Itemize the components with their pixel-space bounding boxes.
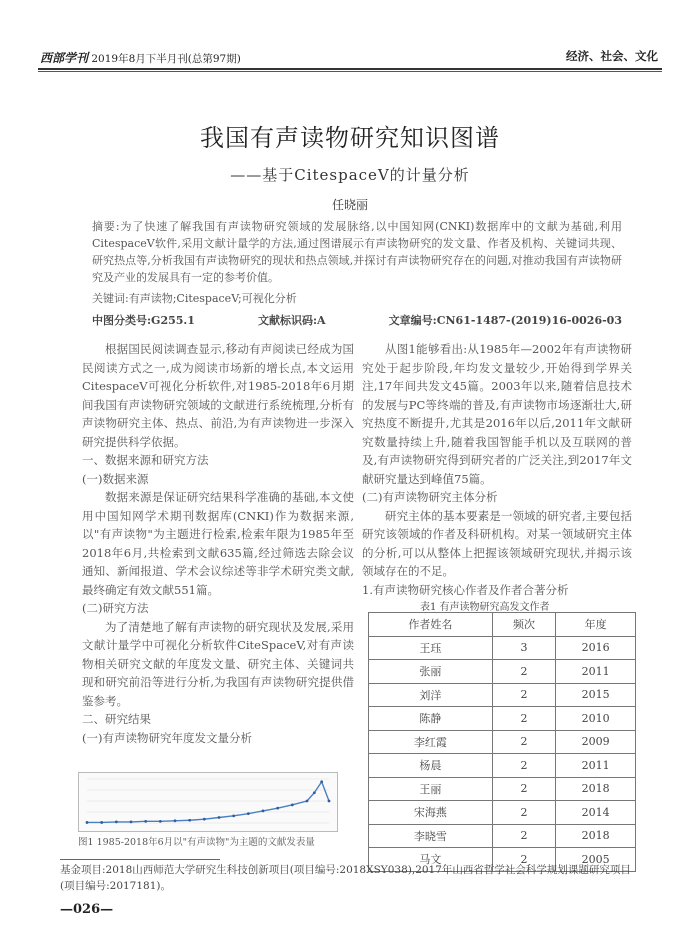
article-number: 文章编号:CN61-1487-(2019)16-0026-03: [388, 314, 622, 327]
paper-title: 我国有声读物研究知识图谱: [200, 124, 500, 152]
table-row: [369, 754, 636, 778]
cell-frequency: 2: [492, 707, 555, 731]
method-paragraph: 为了清楚地了解有声读物的研究现状及发展,采用文献计量学中可视化分析软件CiteSpaceV,对有声读物相关研究文献的年度发文量、研究主体、关键词共现和研究前沿等进行分析,为我国有声读物研究提供借鉴参考。: [82, 619, 354, 708]
footnote-rule: [60, 859, 220, 860]
figure-1-caption: 图1 1985-2018年6月以"有声读物"为主题的文献发表量: [78, 837, 315, 848]
data-point: [86, 821, 89, 824]
journal-name: 西部学刊: [40, 51, 89, 65]
research-subject-paragraph: 研究主体的基本要素是一领域的研究者,主要包括研究该领域的作者及科研机构。对某一领域研究主体的分析,可以从整体上把握该领域研究现状,并揭示该领域存在的不足。: [362, 508, 632, 578]
cell-author: 张丽: [369, 660, 493, 684]
cell-year: 2018: [556, 824, 636, 848]
annual-output-paragraph: 从图1能够看出:从1985年—2002年有声读物研究处于起步阶段,年均发文量较少,开始得到学界关注,17年间共发文45篇。2003年以来,随着信息技术的发展与PC等终端的普及,有声读物市场逐渐壮大,研究热度不断提升,尤其是2016年以后,2011年文献研究数量持续上升,随着我国智能手机以及互联网的普及,有声读物研究得到研究者的广泛关注,到2017年文献研究量达到峰值75篇。: [362, 342, 632, 486]
section-heading-1: 一、数据来源和研究方法: [82, 453, 209, 467]
series-line: [87, 782, 329, 823]
header-year: 年度: [556, 613, 636, 637]
cell-author: 王丽: [369, 777, 493, 801]
cell-frequency: 2: [492, 730, 555, 754]
cell-frequency: 3: [492, 636, 555, 660]
subheading-core-authors: 1.有声读物研究核心作者及作者合著分析: [362, 582, 569, 597]
keywords: 关键词:有声读物;CitespaceV;可视化分析: [92, 292, 297, 305]
table-header-row: [369, 613, 636, 637]
cell-year: 2011: [556, 660, 636, 684]
data-point: [203, 818, 206, 821]
data-point: [320, 780, 323, 783]
subheading-research-subject: (二)有声读物研究主体分析: [362, 490, 498, 504]
cell-author: 李晓雪: [369, 824, 493, 848]
data-point: [262, 810, 265, 813]
cell-author: 李红霞: [369, 730, 493, 754]
author: 任晓丽: [331, 198, 368, 212]
cell-author: 马文: [369, 848, 493, 872]
cell-frequency: 2: [492, 824, 555, 848]
figure-1-chart: [78, 772, 338, 832]
data-point: [174, 819, 177, 822]
table-row: [369, 730, 636, 754]
data-point: [247, 812, 250, 815]
cell-frequency: 2: [492, 660, 555, 684]
cell-frequency: 2: [492, 777, 555, 801]
table-row: [369, 636, 636, 660]
table-row: [369, 660, 636, 684]
cell-frequency: 2: [492, 683, 555, 707]
subheading-method: (二)研究方法: [82, 601, 149, 615]
data-point: [291, 803, 294, 806]
data-point: [130, 821, 133, 824]
cell-author: 王珏: [369, 636, 493, 660]
header-author: 作者姓名: [369, 613, 493, 637]
clc-number: 中图分类号:G255.1: [92, 314, 195, 327]
data-point: [100, 821, 103, 824]
cell-year: 2014: [556, 801, 636, 825]
data-point: [144, 820, 147, 823]
table-row: [369, 683, 636, 707]
table-row: [369, 707, 636, 731]
table-1-caption: 表1 有声读物研究高发文作者: [420, 602, 550, 613]
data-point: [306, 800, 309, 803]
data-point: [218, 816, 221, 819]
subheading-annual-output: (一)有声读物研究年度发文量分析: [82, 730, 252, 745]
data-point: [115, 821, 118, 824]
cell-author: 杨晨: [369, 754, 493, 778]
section-heading-2: 二、研究结果: [82, 712, 151, 726]
table-row: [369, 824, 636, 848]
header-rule: [38, 68, 662, 70]
cell-year: 2018: [556, 777, 636, 801]
data-point: [188, 819, 191, 822]
right-column: [362, 340, 632, 599]
table-row: [369, 801, 636, 825]
data-point: [328, 800, 331, 803]
data-point: [313, 791, 316, 794]
classification-row: [92, 312, 622, 328]
line-chart: [79, 773, 337, 831]
subheading-data-source: (一)数据来源: [82, 471, 149, 486]
cell-year: 2005: [556, 848, 636, 872]
intro-paragraph: 根据国民阅读调查显示,移动有声阅读已经成为国民阅读方式之一,成为阅读市场新的增长点,本文运用CitespaceV可视化分析软件,对1985-2018年6月期间我国有声读物研究领域的文献进行系统梳理,分析有声读物研究主体、热点、前沿,为有声读物进一步深入研究提供科学依据。: [82, 342, 354, 449]
document-code: 文献标识码:A: [257, 314, 326, 327]
table-row: [369, 777, 636, 801]
left-column: [82, 340, 354, 747]
cell-frequency: 2: [492, 754, 555, 778]
cell-author: 陈静: [369, 707, 493, 731]
cell-frequency: 2: [492, 848, 555, 872]
cell-frequency: 2: [492, 801, 555, 825]
header-rule-thin: [38, 71, 662, 72]
cell-author: 刘洋: [369, 683, 493, 707]
paper-subtitle: ——基于CitespaceV的计量分析: [230, 166, 470, 184]
cell-year: 2016: [556, 636, 636, 660]
data-point: [276, 807, 279, 810]
data-source-paragraph: 数据来源是保证研究结果科学准确的基础,本文使用中国知网学术期刊数据库(CNKI)作为数据来源,以"有声读物"为主题进行检索,检索年限为1985年至2018年6月,共检索到文献635篇,经过筛选去除会议通知、新闻报道、学术会议综述等非学术研究类文献,最终确定有效文献551篇。: [82, 490, 354, 597]
journal-header: [40, 49, 241, 66]
page-number: —026—: [60, 902, 114, 917]
data-point: [232, 814, 235, 817]
header-frequency: 频次: [492, 613, 555, 637]
authors-table: [368, 612, 636, 872]
cell-author: 宋海燕: [369, 801, 493, 825]
cell-year: 2010: [556, 707, 636, 731]
abstract: 摘要:为了快速了解我国有声读物研究领域的发展脉络,以中国知网(CNKI)数据库中的文献为基础,利用CitespaceV软件,采用文献计量学的方法,通过图谱展示有声读物研究的发文量、作者及机构、关键词共现、研究热点等,分析我国有声读物研究的现状和热点领域,并探讨有声读物研究存在的问题,对推动我国有声读物研究及产业的发展具有一定的参考价值。: [92, 220, 622, 284]
cell-year: 2009: [556, 730, 636, 754]
section-label: 经济、社会、文化: [566, 49, 658, 63]
cell-year: 2015: [556, 683, 636, 707]
funding-footnote: 基金项目:2018山西师范大学研究生科技创新项目(项目编号:2018XSY038),2017年山西省哲学社会科学规划课题研究项目(项目编号:2017181)。: [60, 864, 631, 892]
data-point: [159, 820, 162, 823]
journal-issue: 2019年8月下半月刊(总第97期): [91, 53, 241, 65]
cell-year: 2011: [556, 754, 636, 778]
